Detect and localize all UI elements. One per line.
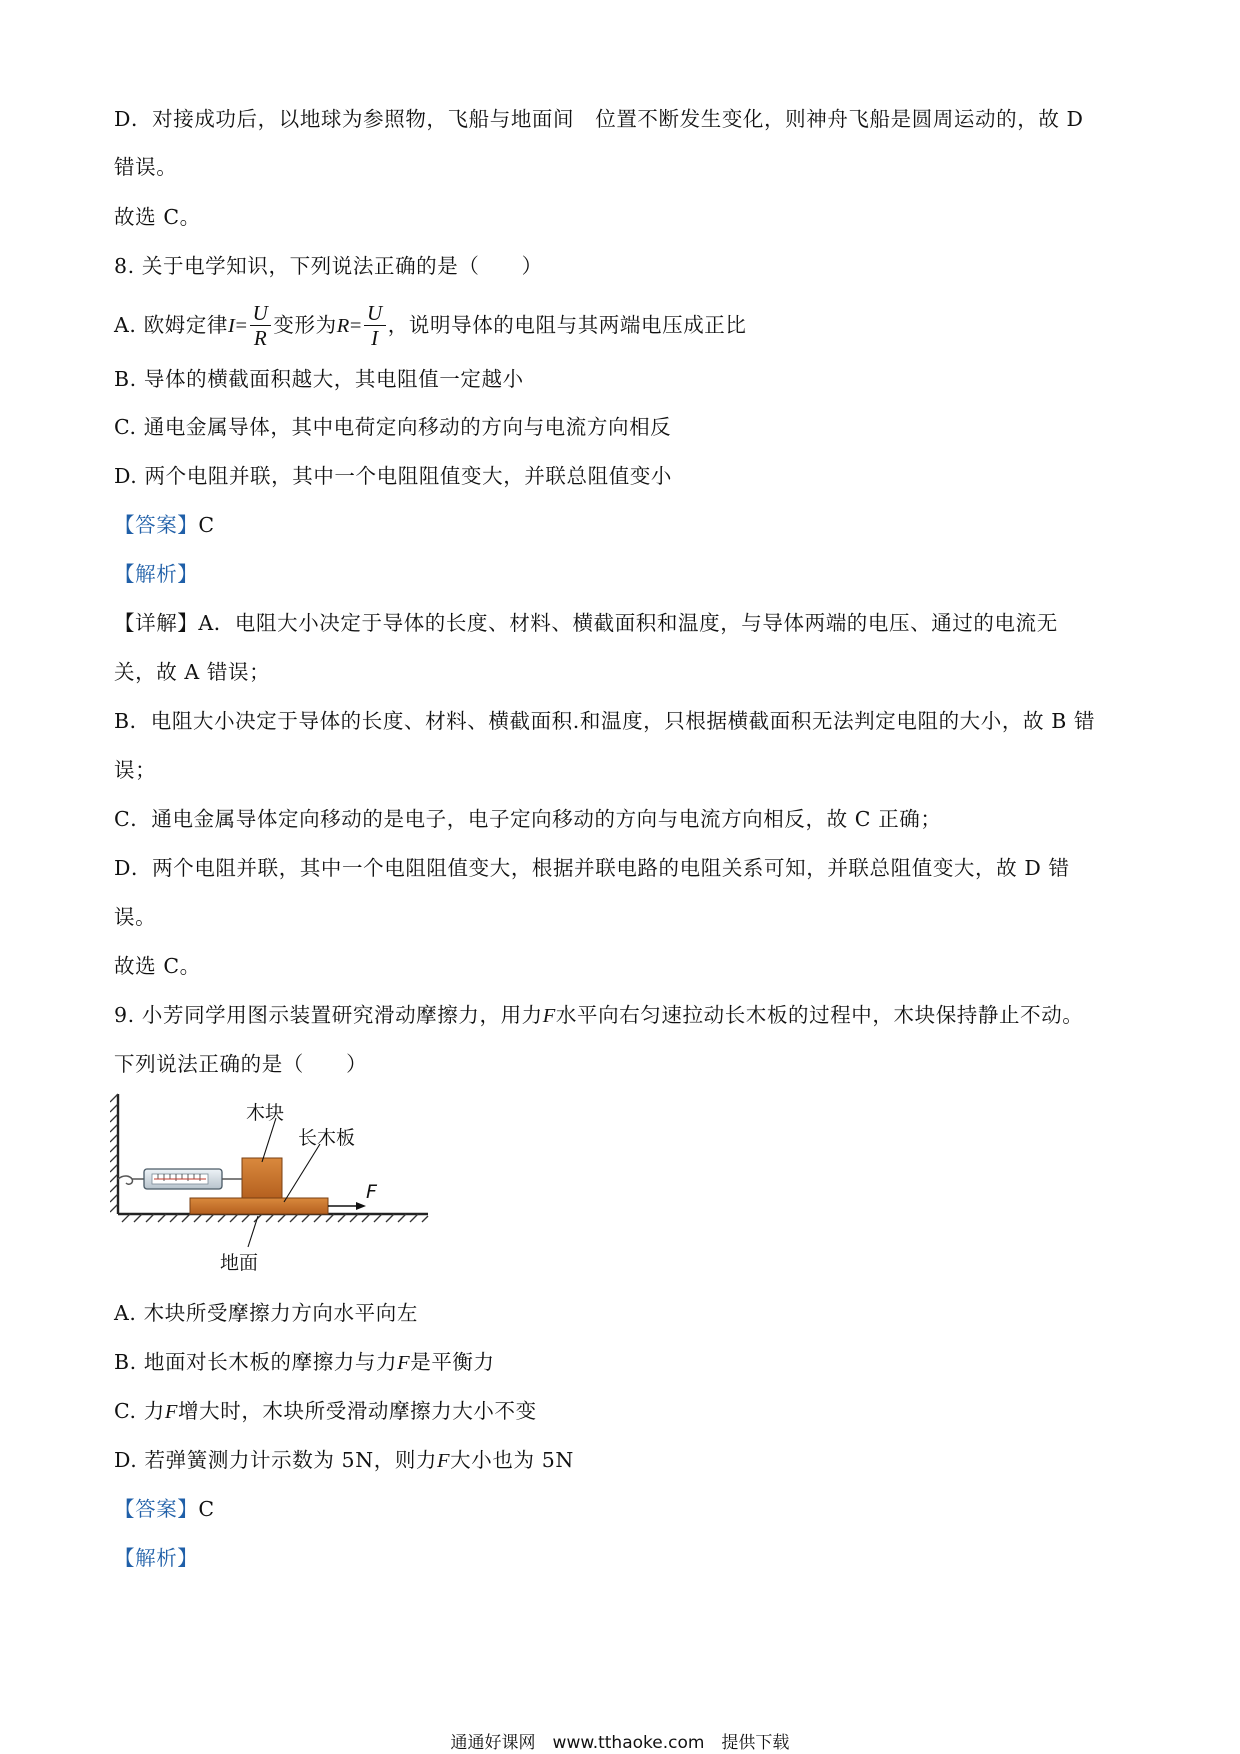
q8-detail-d-line-1: D．两个电阻并联，其中一个电阻阻值变大，根据并联电路的电阻关系可知，并联总阻值变大，故 D 错	[114, 856, 1070, 880]
q9-option-c	[114, 1396, 537, 1427]
fraction-u-over-i	[364, 301, 386, 350]
wood-block	[242, 1158, 282, 1198]
long-board	[190, 1198, 328, 1214]
formula-lhs-resistance: R	[336, 315, 350, 337]
spring-scale	[118, 1169, 242, 1189]
page-footer: 通通好课网 www.tthaoke.com 提供下载	[450, 1733, 790, 1753]
q9-option-b-text: 是平衡力	[410, 1350, 495, 1374]
q8-detail-a-line-1	[114, 608, 1058, 638]
answer-tag: 【答案】	[114, 1497, 199, 1521]
q8-option-a-prefix: A. 欧姆定律	[114, 313, 229, 337]
fraction-numerator: U	[364, 301, 386, 326]
q9-option-d-text: 大小也为 5N	[450, 1448, 574, 1472]
fraction-denominator: I	[371, 326, 379, 350]
q7-conclusion: 故选 C。	[114, 205, 201, 229]
q8-option-a-mid: 变形为	[273, 313, 337, 337]
label-long-board: 长木板	[298, 1127, 356, 1149]
q8-option-a	[114, 301, 747, 351]
detail-tag: 【详解】	[114, 611, 199, 635]
q9-option-c-text: 增大时，木块所受滑动摩擦力大小不变	[178, 1399, 537, 1423]
force-symbol: F	[437, 1450, 451, 1472]
fraction-numerator: U	[250, 301, 272, 326]
q8-option-d: D. 两个电阻并联，其中一个电阻阻值变大，并联总阻值变小	[114, 464, 673, 488]
q8-option-c: C. 通电金属导体，其中电荷定向移动的方向与电流方向相反	[114, 415, 672, 439]
formula-equals: =	[235, 315, 248, 337]
ground-leader-line	[248, 1216, 258, 1247]
detail-a-text: A．电阻大小决定于导体的长度、材料、横截面积和温度，与导体两端的电压、通过的电流无	[198, 611, 1058, 635]
q9-stem-text: 水平向右匀速拉动长木板的过程中，木块保持静止不动。	[555, 1003, 1084, 1027]
q8-answer	[114, 510, 215, 540]
friction-apparatus-figure	[110, 1092, 440, 1282]
q9-option-a: A. 木块所受摩擦力方向水平向左	[114, 1301, 418, 1325]
force-symbol: F	[542, 1005, 556, 1027]
q8-detail-a-line-2: 关，故 A 错误；	[114, 660, 271, 684]
ground	[118, 1214, 428, 1222]
force-symbol: F	[164, 1401, 179, 1423]
label-ground: 地面	[220, 1252, 259, 1274]
block-leader-line	[262, 1118, 276, 1162]
q8-detail-d-line-2: 误。	[114, 905, 157, 929]
q9-stem-text: 9. 小芳同学用图示装置研究滑动摩擦力，用力	[114, 1003, 543, 1027]
q9-option-c-text: C. 力	[114, 1399, 165, 1423]
formula-lhs-current: I	[228, 315, 236, 337]
q8-detail-b-line-2: 误；	[114, 758, 157, 782]
fraction-denominator: R	[253, 326, 268, 350]
q9-option-d	[114, 1445, 574, 1476]
q9-option-b	[114, 1347, 495, 1378]
fraction-u-over-r	[250, 301, 272, 350]
answer-value: C	[198, 513, 215, 537]
answer-tag: 【答案】	[114, 513, 199, 537]
formula-equals: =	[349, 315, 363, 337]
q8-option-b: B. 导体的横截面积越大，其电阻值一定越小	[114, 367, 524, 391]
q8-stem: 8. 关于电学知识，下列说法正确的是（ ）	[114, 254, 543, 278]
label-force: F	[366, 1181, 377, 1203]
board-leader-line	[284, 1144, 320, 1202]
wall	[110, 1094, 118, 1214]
label-wood-block: 木块	[246, 1102, 285, 1124]
q8-detail-c: C．通电金属导体定向移动的是电子，电子定向移动的方向与电流方向相反，故 C 正确；	[114, 807, 942, 831]
q8-analysis-tag: 【解析】	[114, 562, 199, 586]
q7-option-d-line-1: D．对接成功后，以地球为参照物，飞船与地面间 位置不断发生变化，则神舟飞船是圆周运动的，故 D	[114, 107, 1084, 131]
answer-value: C	[198, 1497, 215, 1521]
q9-stem-line-1	[114, 1000, 1083, 1031]
force-arrow	[328, 1202, 366, 1210]
q9-analysis-tag: 【解析】	[114, 1546, 199, 1570]
q9-option-b-text: B. 地面对长木板的摩擦力与力	[114, 1350, 398, 1374]
q8-conclusion: 故选 C。	[114, 954, 201, 978]
q7-option-d-line-2: 错误。	[114, 155, 178, 179]
q8-option-a-suffix: ，说明导体的电阻与其两端电压成正比	[387, 313, 747, 337]
q9-option-d-text: D. 若弹簧测力计示数为 5N，则力	[114, 1448, 438, 1472]
q9-answer	[114, 1494, 215, 1524]
force-symbol: F	[397, 1352, 411, 1374]
q9-stem-line-2: 下列说法正确的是（ ）	[114, 1052, 368, 1076]
q8-detail-b-line-1: B．电阻大小决定于导体的长度、材料、横截面积.和温度，只根据横截面积无法判定电阻的大小，故 B 错	[114, 709, 1096, 733]
